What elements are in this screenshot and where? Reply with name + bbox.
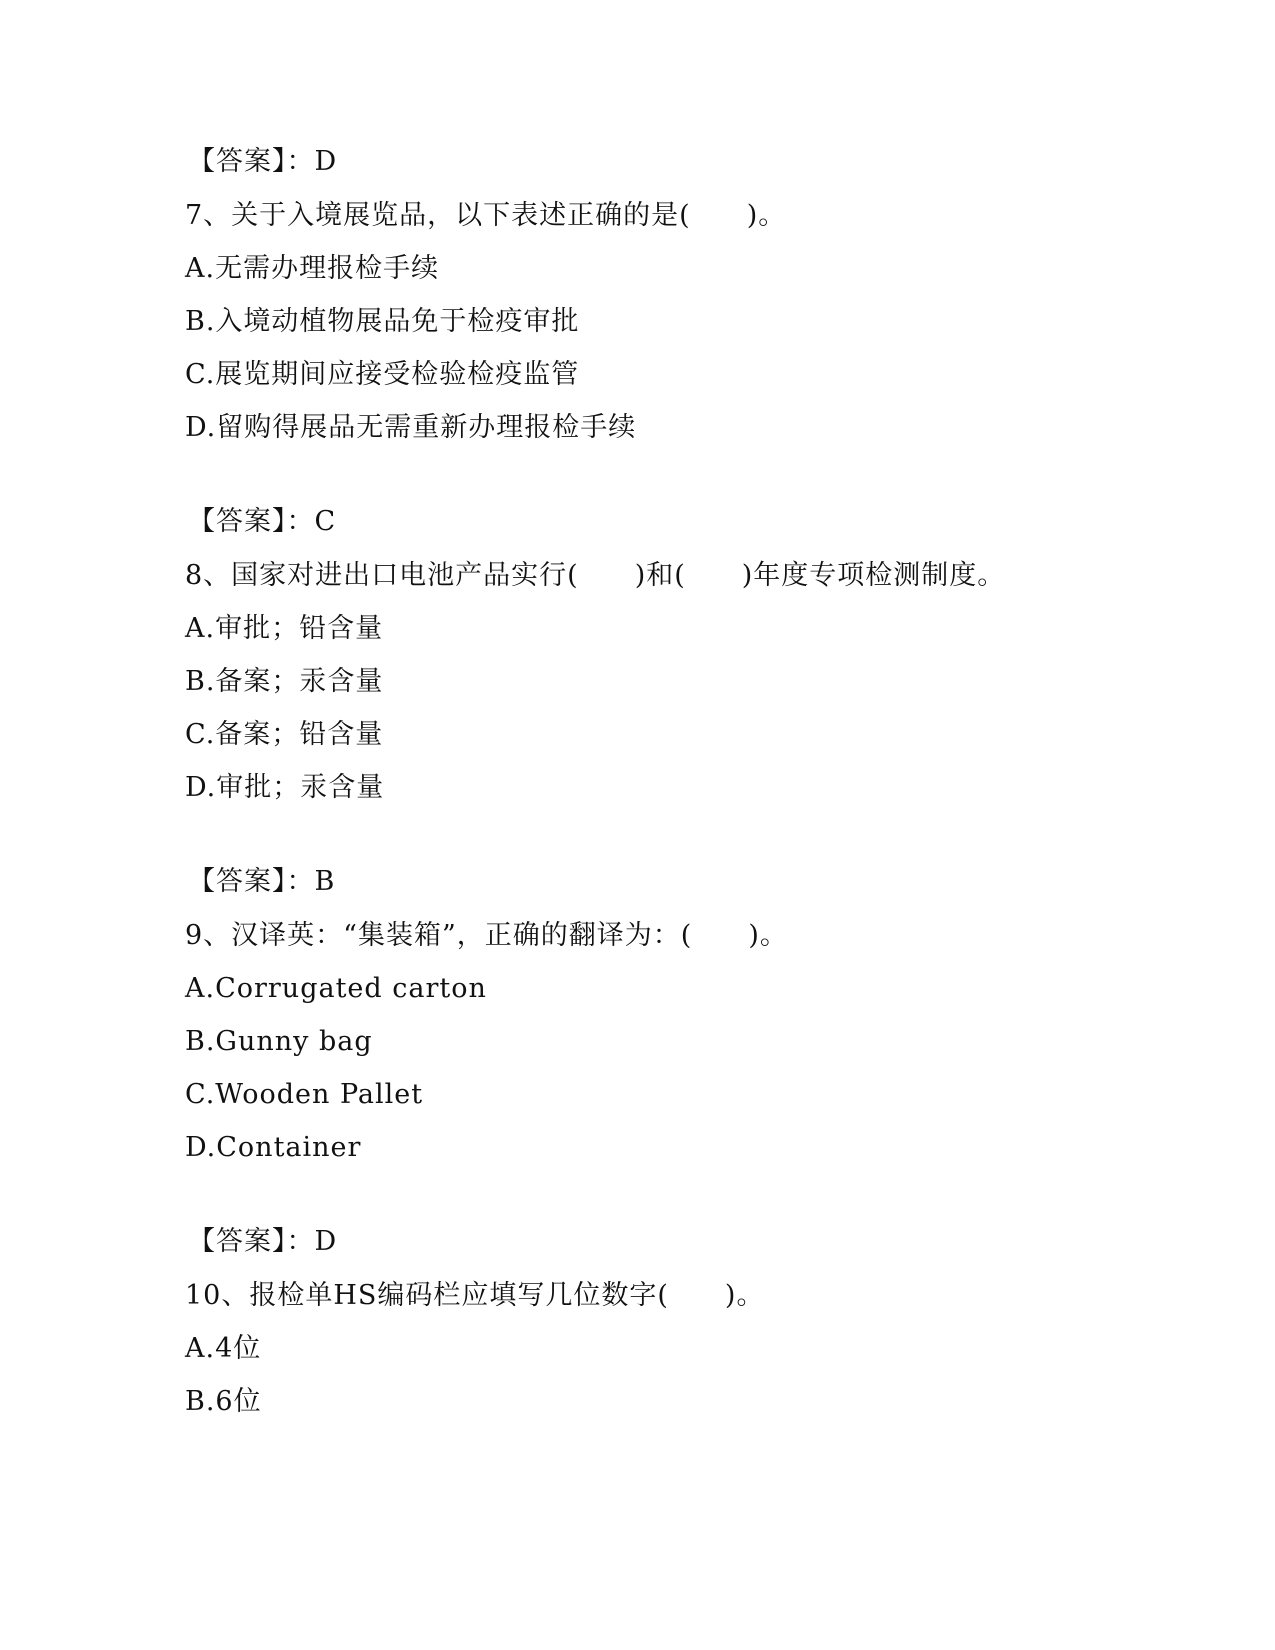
- question-8-option-a: A.审批；铅含量: [185, 613, 384, 644]
- question-7-option-b: B.入境动植物展品免于检疫审批: [185, 306, 580, 337]
- question-7-option-a: A.无需办理报检手续: [185, 253, 440, 284]
- question-9-option-b: B.Gunny bag: [185, 1026, 373, 1057]
- question-8-option-c: C.备案；铅含量: [185, 719, 384, 750]
- question-10: 10、报检单HS编码栏应填写几位数字( )。: [185, 1280, 765, 1311]
- answer-line: 【答案】：D: [188, 146, 338, 177]
- question-8-option-b: B.备案；汞含量: [185, 666, 384, 697]
- question-9: 9、汉译英：“集装箱”，正确的翻译为：( )。: [185, 920, 788, 951]
- question-9-option-a: A.Corrugated carton: [185, 973, 487, 1004]
- question-7-answer: 【答案】：C: [188, 506, 337, 537]
- question-9-option-d: D.Container: [185, 1132, 362, 1163]
- question-7-option-d: D.留购得展品无需重新办理报检手续: [185, 412, 637, 443]
- question-7: 7、关于入境展览品，以下表述正确的是( )。: [185, 200, 787, 231]
- question-8-option-d: D.审批；汞含量: [185, 772, 385, 803]
- question-9-answer: 【答案】：D: [188, 1226, 338, 1257]
- question-7-option-c: C.展览期间应接受检验检疫监管: [185, 359, 580, 390]
- question-10-option-a: A.4位: [185, 1333, 262, 1364]
- question-10-option-b: B.6位: [185, 1386, 262, 1417]
- question-8-answer: 【答案】：B: [188, 866, 336, 897]
- question-9-option-c: C.Wooden Pallet: [185, 1079, 424, 1110]
- question-8: 8、国家对进出口电池产品实行( )和( )年度专项检测制度。: [185, 560, 1006, 591]
